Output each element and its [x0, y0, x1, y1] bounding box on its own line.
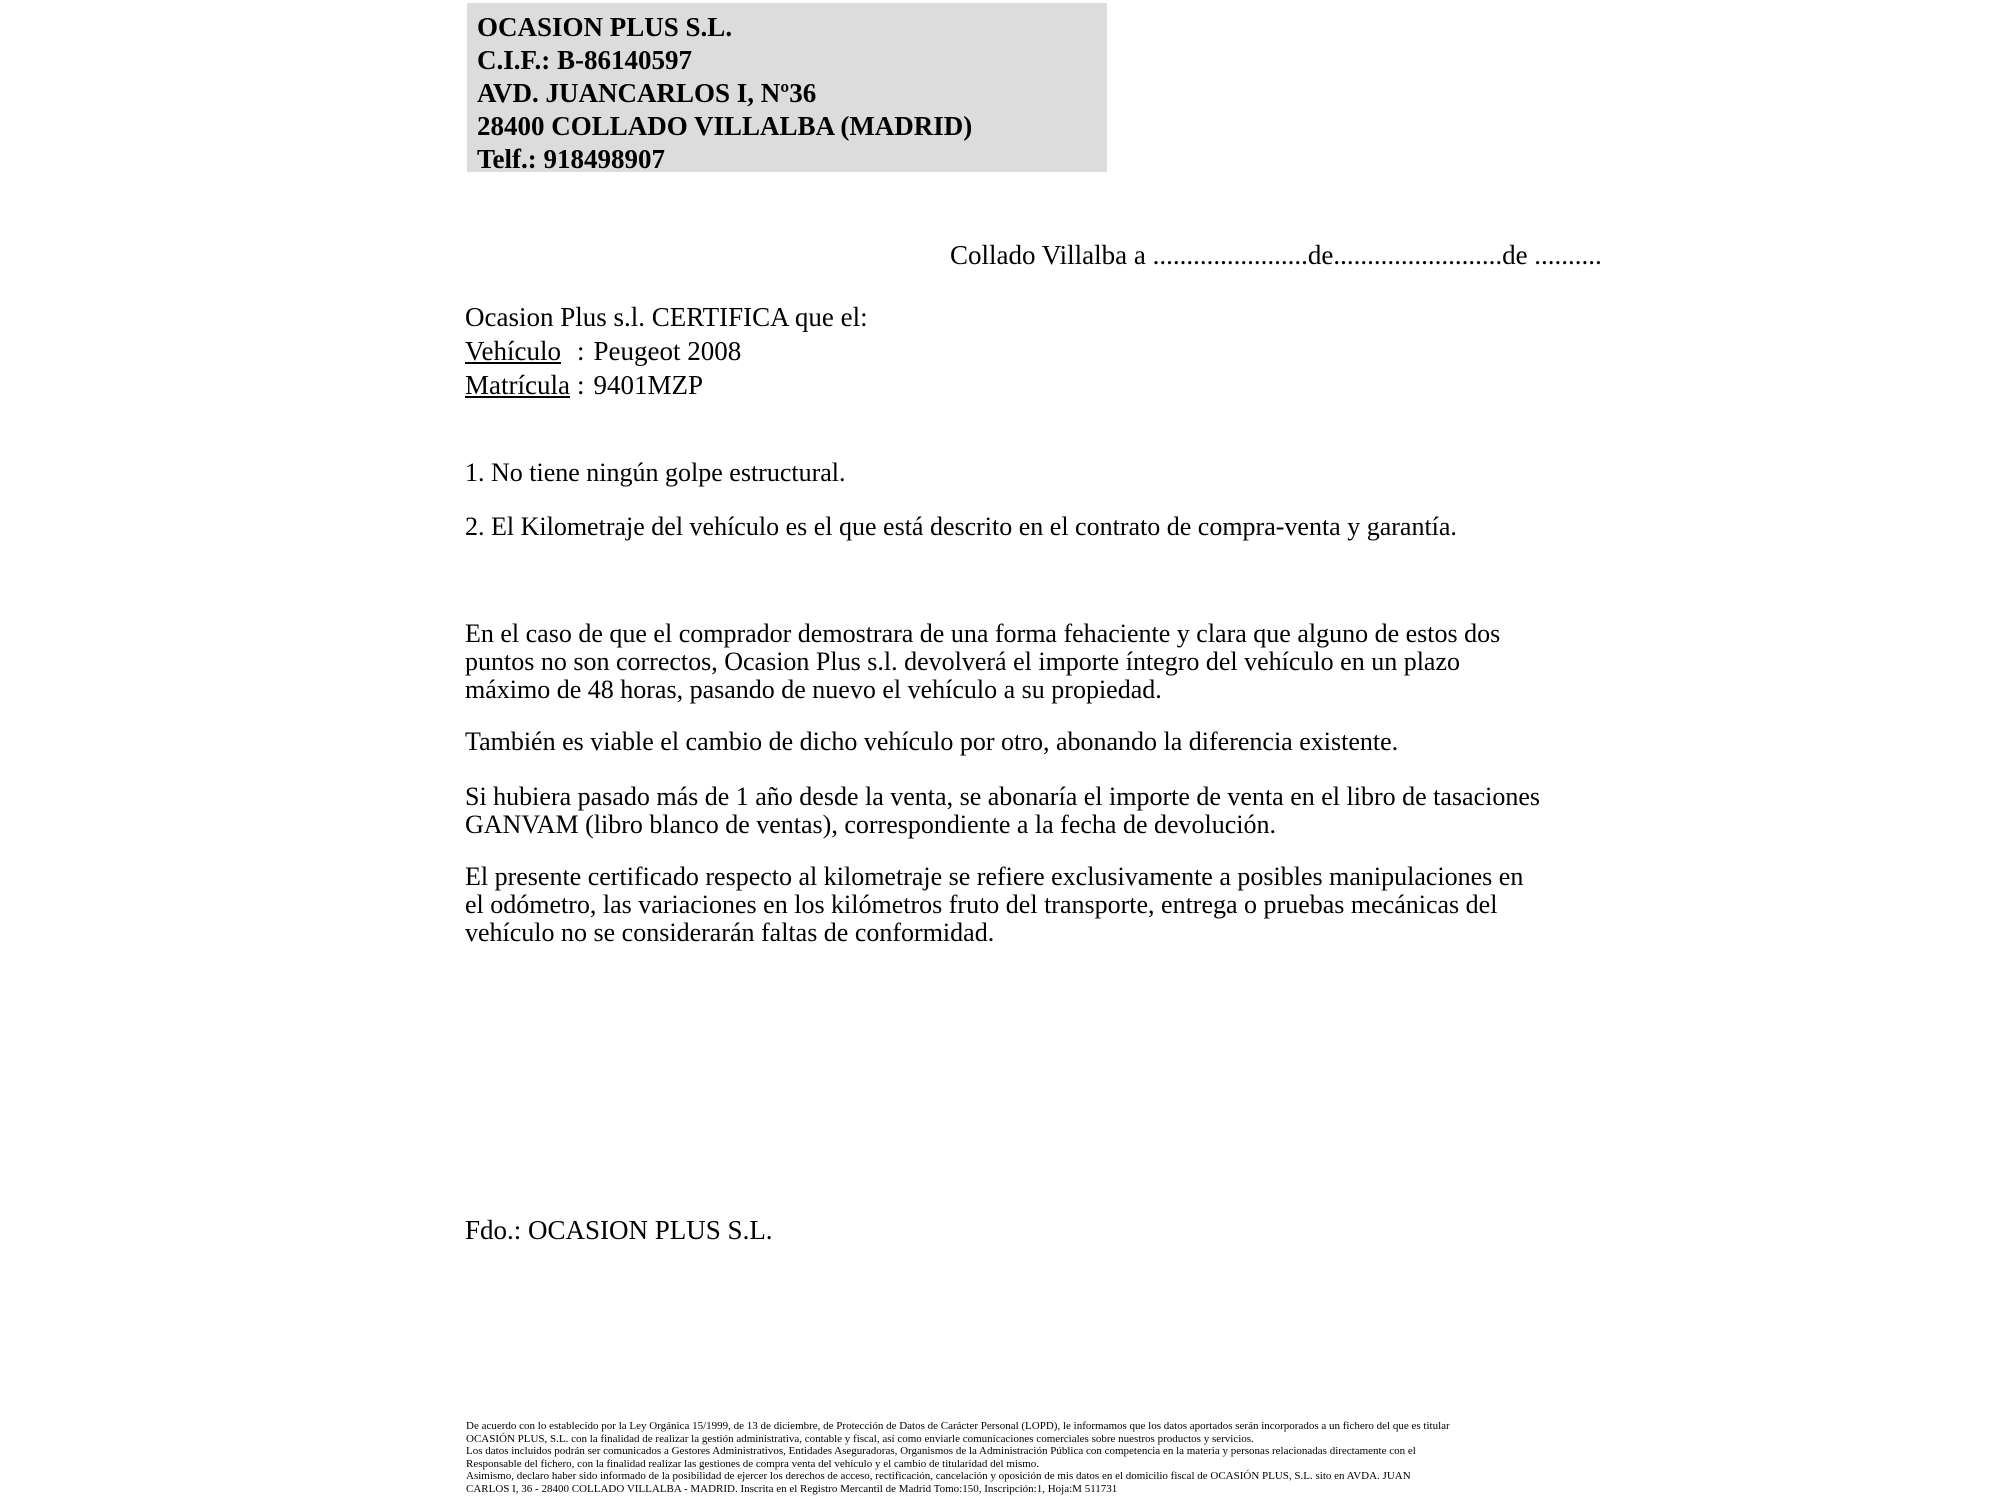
certification-block — [465, 300, 868, 402]
legal-footer-line: CARLOS I, 36 - 28400 COLLADO VILLALBA - MADRID. Inscrita en el Registro Mercantil de Madrid Tomo:150, Inscripción:1, Hoja:M 511731 — [466, 1482, 1118, 1495]
date-blank-line: Collado Villalba a .......................de.........................de .......... — [950, 240, 1602, 270]
legal-footer-line: Asimismo, declaro haber sido informado de la posibilidad de ejercer los derechos de acceso, rectificación, cancelación y oposición de mis datos en el domicilio fiscal de OCASIÓN PLUS, S.L. sito en AVDA. JUAN — [466, 1470, 1411, 1483]
ganvam-paragraph: Si hubiera pasado más de 1 año desde la venta, se abonaría el importe de venta en el libro de tasaciones GANVAM (libro blanco de ventas), correspondiente a la fecha de devolución. — [465, 782, 1541, 839]
plate-label-wrap — [465, 368, 577, 402]
plate-field — [465, 368, 868, 402]
vehicle-value: Peugeot 2008 — [593, 336, 742, 366]
vehicle-label: Vehículo — [465, 336, 561, 366]
plate-value: 9401MZP — [593, 370, 704, 400]
vehicle-colon: : — [577, 336, 585, 366]
vehicle-label-wrap — [465, 334, 577, 368]
certified-point-1: 1. No tiene ningún golpe estructural. — [465, 458, 846, 487]
company-header-box — [467, 3, 1107, 172]
company-address: AVD. JUANCARLOS I, Nº36 — [477, 78, 817, 108]
odometer-paragraph: El presente certificado respecto al kilometraje se refiere exclusivamente a posibles manipulaciones en el odómetro, las variaciones en los kilómetros fruto del transporte, entrega o pruebas mecánicas del vehículo no se considerarán faltas de conformidad. — [465, 862, 1524, 947]
legal-footer-line: Los datos incluidos podrán ser comunicados a Gestores Administrativos, Entidades Aseguradoras, Organismos de la Administración Pública con competencia en la materia y personas relacionadas directamente con el — [466, 1445, 1416, 1458]
company-city: 28400 COLLADO VILLALBA (MADRID) — [477, 111, 973, 141]
legal-footer-line: OCASIÓN PLUS, S.L. con la finalidad de realizar la gestión administrativa, contable y fiscal, así como enviarle comunicaciones comerciales sobre nuestros productos y servicios. — [466, 1432, 1254, 1445]
vehicle-field — [465, 334, 868, 368]
legal-footer — [466, 1420, 1566, 1496]
refund-paragraph: En el caso de que el comprador demostrara de una forma fehaciente y clara que alguno de estos dos puntos no son correctos, Ocasion Plus s.l. devolverá el importe íntegro del vehículo en un plazo máximo de 48 horas, pasando de nuevo el vehículo a su propiedad. — [465, 619, 1501, 704]
certified-point-2: 2. El Kilometraje del vehículo es el que está descrito en el contrato de compra-venta y garantía. — [465, 512, 1457, 541]
certification-intro: Ocasion Plus s.l. CERTIFICA que el: — [465, 302, 868, 332]
company-phone: Telf.: 918498907 — [477, 144, 665, 174]
legal-footer-line: Responsable del fichero, con la finalidad realizar las gestiones de compra venta del vehículo y el cambio de titularidad del mismo. — [466, 1457, 1040, 1470]
legal-footer-line: De acuerdo con lo establecido por la Ley Orgánica 15/1999, de 13 de diciembre, de Protección de Datos de Carácter Personal (LOPD), le informamos que los datos aportados serán incorporados a un fichero del que es titular — [466, 1420, 1450, 1432]
signature-line: Fdo.: OCASION PLUS S.L. — [465, 1215, 773, 1245]
company-name: OCASION PLUS S.L. — [477, 12, 733, 42]
plate-label: Matrícula — [465, 370, 570, 400]
exchange-paragraph: También es viable el cambio de dicho vehículo por otro, abonando la diferencia existente. — [465, 727, 1399, 756]
plate-colon: : — [577, 370, 585, 400]
company-cif: C.I.F.: B-86140597 — [477, 45, 693, 75]
